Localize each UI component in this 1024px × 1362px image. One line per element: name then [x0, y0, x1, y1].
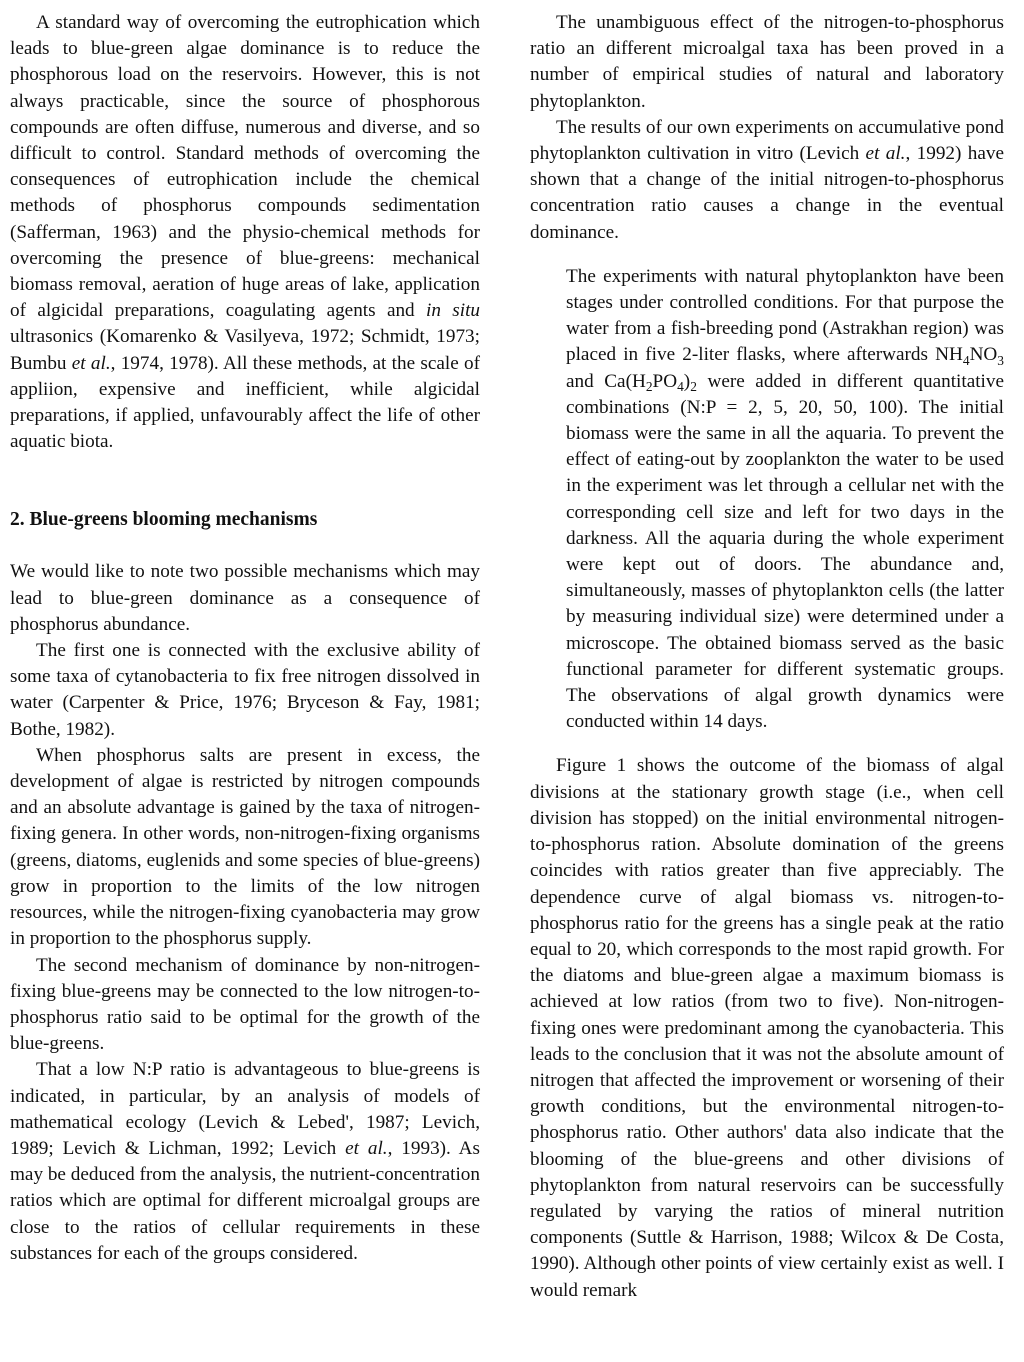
paragraph: We would like to note two possible mechanisms which may lead to blue-green dominance as a consequence of phosphorus abundance.	[10, 561, 480, 635]
paragraph: Figure 1 shows the outcome of the biomass of algal divisions at the stationary growth stage (i.e., when cell division has stopped) on the initial environmental nitrogen-to-phosphorus ration. Absolute domination of the greens coincides with ratios greater than five appreciably. The dependence curve of algal biomass vs. nitrogen-to-phosphorus ratio for the greens has a single peak at the ratio equal to 20, which corresponds to the most rapid growth. For the diatoms and blue-green algae a maximum biomass is achieved at low ratios (from two to five). Non-nitrogen-fixing ones were predominant among the cyanobacteria. This leads to the conclusion that it was not the absolute amount of nitrogen that affected the improvement or worsening of their growth conditions, but the environmental nitrogen-to-phosphorus ratio. Other authors' data also indicate that the blooming of the blue-greens and other divisions of phytoplankton from natural reservoirs can be successfully regulated by varying the ratios of mineral nutrition components (Suttle & Harrison, 1988; Wilcox & De Costa, 1990). Although other points of view certainly exist as well. I would remark	[530, 755, 1004, 1301]
block-quote	[566, 264, 1004, 736]
paragraph: The results of our own experiments on accumulative pond phytoplankton cultivation in vitro (Levich et al., 1992) have shown that a change of the initial nitrogen-to-phosphorus concentration ratio causes a change in the eventual dominance.	[530, 116, 1004, 243]
paragraph: The first one is connected with the exclusive ability of some taxa of cytanobacteria to fix free nitrogen dissolved in water (Carpenter & Price, 1976; Bryceson & Fay, 1981; Bothe, 1982).	[10, 640, 480, 740]
paragraph: When phosphorus salts are present in excess, the development of algae is restricted by nitrogen compounds and an absolute advantage is gained by the taxa of nitrogen-fixing genera. In other words, non-nitrogen-fixing organisms (greens, diatoms, euglenids and some species of blue-greens) grow in proportion to the limits of the low nitrogen resources, while the nitrogen-fixing cyanobacteria may grow in proportion to the phosphorus supply.	[10, 744, 480, 950]
left-column	[10, 10, 480, 1267]
paragraph: The unambiguous effect of the nitrogen-to-phosphorus ratio an different microalgal taxa has been proved in a number of empirical studies of natural and laboratory phytoplankton.	[530, 12, 1004, 112]
right-column	[530, 10, 1004, 1304]
paragraph: A standard way of overcoming the eutrophication which leads to blue-green algae dominance is to reduce the phosphorous load on the reservoirs. However, this is not always practicable, since the source of phosphorous compounds are often diffuse, numerous and diverse, and so difficult to control. Standard methods of overcoming the consequences of eutrophication include the chemical methods of phosphorus compounds sedimentation (Safferman, 1963) and the physio-chemical methods for overcoming the presence of blue-greens: mechanical biomass removal, aeration of huge areas of lake, application of algicidal preparations, coagulating agents and in situ ultrasonics (Komarenko & Vasilyeva, 1972; Schmidt, 1973; Bumbu et al., 1974, 1978). All these methods, at the scale of appliion, expensive and inefficient, while algicidal preparations, if applied, unfavourably affect the life of other aquatic biota.	[10, 12, 480, 453]
section-heading: 2. Blue-greens blooming mechanisms	[10, 509, 318, 531]
paragraph: The experiments with natural phytoplankton have been stages under controlled conditions. For that purpose the water from a fish-breeding pond (Astrakhan region) was placed in five 2-liter flasks, where afterwards $NH_4NO_3$ and $Ca(H_2PO_4)_2$ were added in different quantitative combinations (N:P = 2, 5, 20, 50, 100). The initial biomass were the same in all the aquaria. To prevent the effect of eating-out by zooplankton the water to be used in the experiment was let through a cellular net with the corresponding cell size and left for two days in the darkness. All the aquaria during the whole experiment were kept out of doors. The abundance and, simultaneously, masses of phytoplankton cells (the latter by measuring individual size) were determined under a microscope. The obtained biomass served as the basic functional parameter for different systematic groups. The observations of algal growth dynamics were conducted within 14 days.	[566, 265, 1004, 733]
paragraph: That a low N:P ratio is advantageous to blue-greens is indicated, in particular, by an analysis of models of mathematical ecology (Levich & Lebed', 1987; Levich, 1989; Levich & Lichman, 1992; Levich et al., 1993). As may be deduced from the analysis, the nutrient-concentration ratios which are optimal for different microalgal groups are close to the ratios of cellular requirements in these substances for each of the groups considered.	[10, 1059, 480, 1264]
paragraph: The second mechanism of dominance by non-nitrogen-fixing blue-greens may be connected to the low nitrogen-to-phosphorus ratio said to be optimal for the growth of the blue-greens.	[10, 954, 480, 1055]
